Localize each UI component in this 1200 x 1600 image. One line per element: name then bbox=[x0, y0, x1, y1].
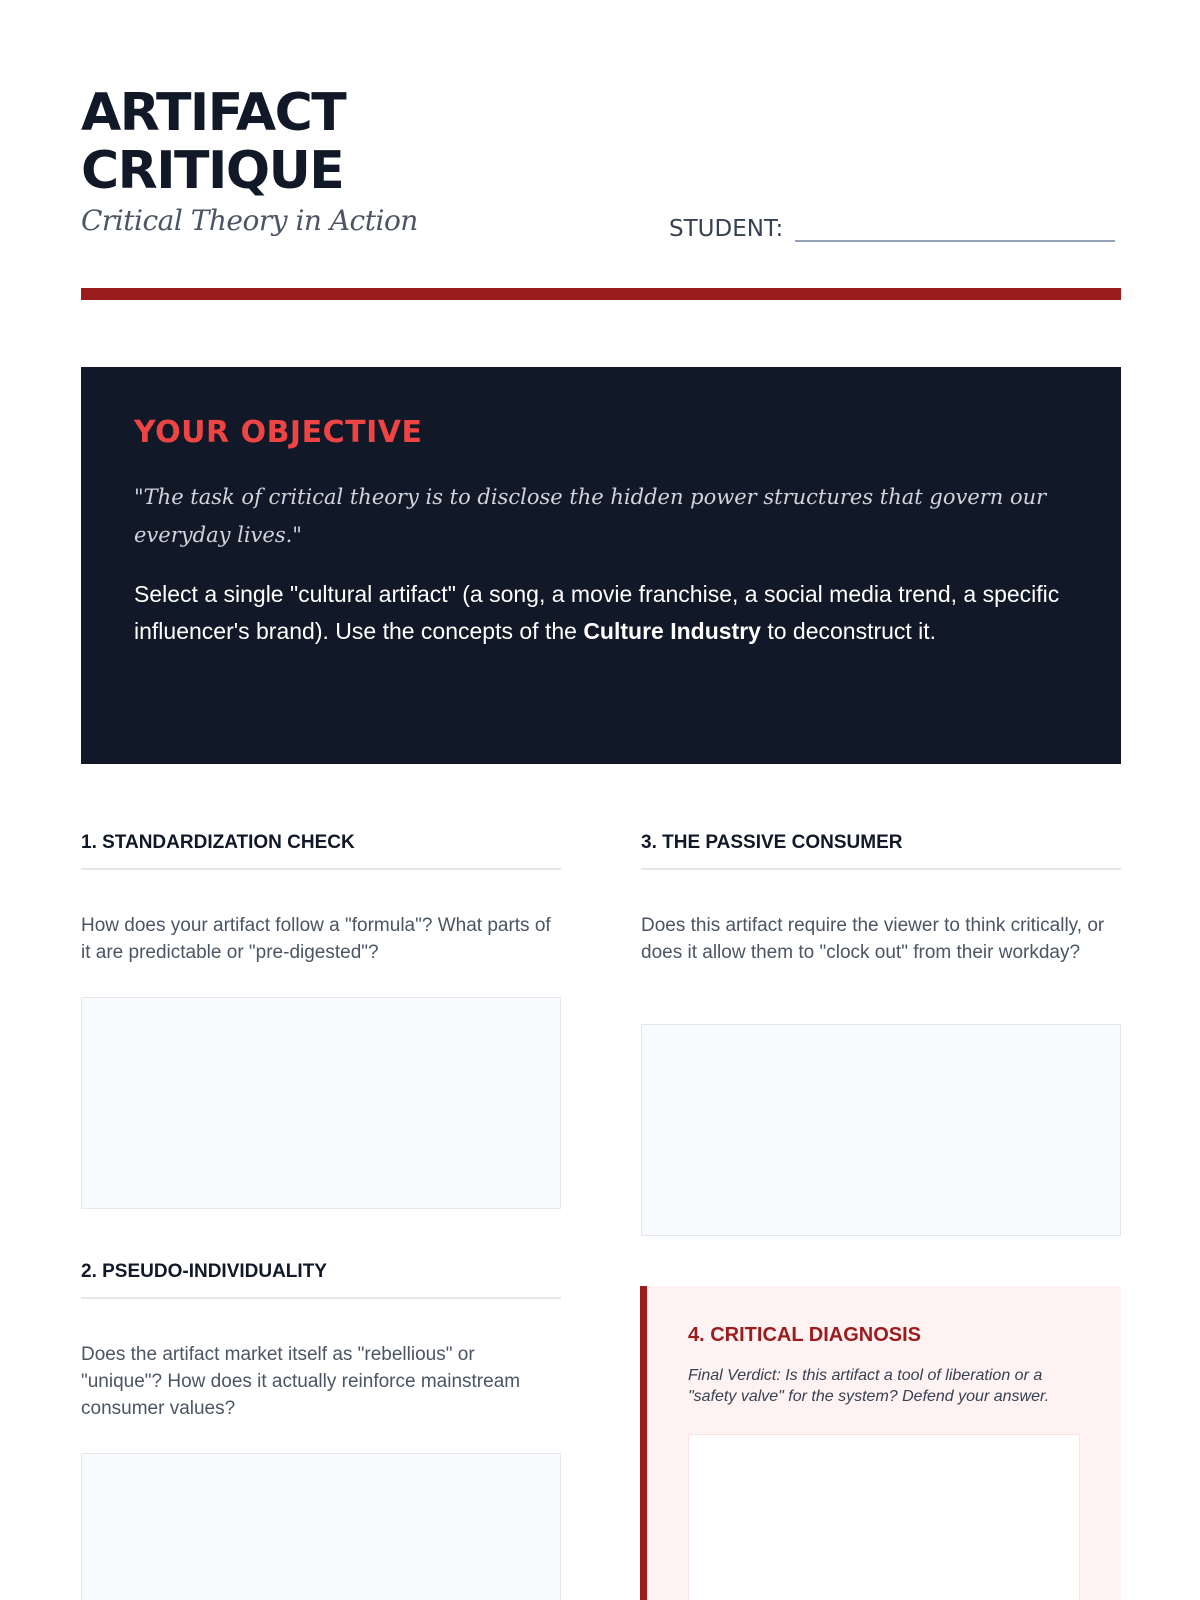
standardization-answer-box[interactable] bbox=[81, 997, 561, 1209]
section-standardization bbox=[81, 832, 561, 1209]
header-divider bbox=[81, 288, 1121, 300]
worksheet-header bbox=[81, 84, 1121, 244]
diagnosis-answer-box[interactable] bbox=[688, 1434, 1080, 1600]
section-prompt: Does the artifact market itself as "rebellious" or "unique"? How does it actually reinforce mainstream consumer values? bbox=[81, 1344, 521, 1419]
section-critical-diagnosis bbox=[640, 1286, 1121, 1600]
passive-consumer-answer-box[interactable] bbox=[641, 1024, 1121, 1236]
objective-title: YOUR OBJECTIVE bbox=[134, 415, 423, 450]
title-line-2: CRITIQUE bbox=[81, 141, 344, 201]
title-line-1: ARTIFACT bbox=[81, 83, 346, 143]
section-passive-consumer bbox=[641, 832, 1121, 1236]
section-prompt: Does this artifact require the viewer to think critically, or does it allow them to "clock out" from their workday? bbox=[641, 915, 1105, 963]
objective-panel bbox=[81, 367, 1121, 764]
page-subtitle: Critical Theory in Action bbox=[81, 204, 418, 237]
diagnosis-prompt: Final Verdict: Is this artifact a tool of liberation or a "safety valve" for the system? Defend your answer. bbox=[688, 1367, 1050, 1405]
section-pseudo-individuality bbox=[81, 1261, 561, 1600]
objective-body-end: to deconstruct it. bbox=[760, 618, 937, 644]
section-title: 3. THE PASSIVE CONSUMER bbox=[641, 832, 1121, 870]
student-field bbox=[669, 216, 1115, 242]
diagnosis-title: 4. CRITICAL DIAGNOSIS bbox=[688, 1324, 921, 1346]
page-title bbox=[81, 84, 1121, 200]
objective-instructions bbox=[134, 576, 1068, 650]
section-prompt: How does your artifact follow a "formula"? What parts of it are predictable or "pre-digested"? bbox=[81, 915, 551, 963]
section-title: 1. STANDARDIZATION CHECK bbox=[81, 832, 561, 870]
section-title: 2. PSEUDO-INDIVIDUALITY bbox=[81, 1261, 561, 1299]
student-label: STUDENT: bbox=[669, 216, 784, 242]
objective-body-emphasis: Culture Industry bbox=[583, 618, 761, 644]
student-name-input[interactable] bbox=[795, 216, 1115, 242]
objective-body-start: Select a single "cultural artifact" (a song, a movie franchise, a social media trend, a specific influencer's brand). Use the concepts of the bbox=[134, 581, 1060, 644]
pseudo-individuality-answer-box[interactable] bbox=[81, 1453, 561, 1600]
objective-quote: "The task of critical theory is to disclose the hidden power structures that govern our everyday lives." bbox=[134, 485, 1047, 547]
